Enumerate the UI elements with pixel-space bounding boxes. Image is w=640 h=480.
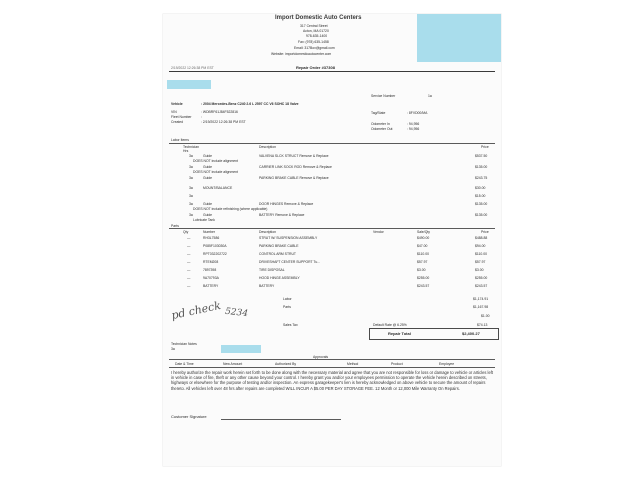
repair-order-number: Repair Order #37308 [296,65,335,70]
header-rule [169,71,495,72]
approvals-col-new-amount: New Amount [223,362,243,366]
parts-col-vendor: Vendor [373,230,384,234]
totals-fees-value: $1.00 [481,314,490,318]
labor-row-price: $30.00 [475,186,486,190]
totals-tax-detail-label: Default Rate @ 6.25% [373,323,407,327]
totals-parts-value: $1,167.98 [473,305,489,309]
parts-col-number: Number [203,230,216,234]
labor-row-desc: DOOR HINGES Remove & Replace [259,202,314,206]
parts-rule [169,228,495,229]
labor-row-tech: MOUNT/BALANCE [203,186,233,190]
parts-row-dash: — [187,236,191,240]
service-number-value: 1a [428,94,432,98]
parts-row-number: RH3L7586 [203,236,220,240]
totals-parts-label: Parts [283,305,291,309]
labor-row-price: $243.75 [475,176,488,180]
parts-row-number: 7897398 [203,268,217,272]
totals-labor-label: Labor [283,297,292,301]
labor-row-hrs: 3a [189,176,193,180]
labor-row-price: $135.00 [475,165,488,169]
labor-row-hrs: 3a [189,165,193,169]
totals-sales-tax-label: Sales Tax [283,323,298,327]
repair-total-value: $2,400.27 [462,331,480,336]
labor-row-price: $537.50 [475,154,488,158]
repair-total-label: Repair Total [388,331,411,336]
parts-row-number: RTEM208 [203,260,219,264]
totals-tax-value: $74.13 [477,323,488,327]
labor-row-desc: PARKING BRAKE CABLE Remove & Replace [259,176,329,180]
approvals-col-product: Product [391,362,403,366]
labor-row-price: $135.00 [475,213,488,217]
approvals-rule [169,359,495,360]
print-datetime: 2/19/2022 12:26:38 PM EST [171,66,214,70]
parts-row-price: $255.00 [475,276,488,280]
vin-value: : WDBRF61J84F522816 [201,110,238,114]
parts-row-sale: $3.00 [417,268,426,272]
company-fax: Fax: (978) 635-1458 [298,40,329,44]
parts-row-dash: — [187,268,191,272]
parts-row-price: $3.00 [475,268,484,272]
labor-row-tech: Guide [203,202,213,206]
parts-row-desc: HOOD HINGE ASSEMBLY [259,276,300,280]
service-number-label: Service Number [371,94,396,98]
fleet-label: Fleet Number [171,115,192,119]
approvals-bottom-rule [169,367,495,368]
parts-col-qty: Qty [183,230,189,234]
totals-labor-value: $1,174.91 [473,297,489,301]
approvals-col-employee: Employee [439,362,455,366]
company-address-line1: 317 Central Street [300,24,328,28]
parts-row-price: $94.00 [475,244,486,248]
customer-signature-label: Customer Signature [171,414,207,419]
parts-row-price: $488.88 [475,236,488,240]
fleet-value: : [201,115,202,119]
labor-row-hrs: 3a [189,202,193,206]
odometer-out-label: Odometer Out [371,127,393,131]
approvals-label: Approvals [313,355,329,359]
authorization-text: I hereby authorize the repair work herein set forth to be done along with the necessary material and agree that you are not responsible for loss or damage to vehicle or articles left in vehicle in case of fire, theft or any other cause beyond your control. I hereby grant you and/or your employees permission to operate the vehicle herein described on streets, highways or elsewhere for the purpose of testing and/or inspection. An express garagekeeper's lien is hereby acknowledged on above vehicle to secure the amount of repairs thereto. All vehicles left over 48 hrs after repairs are completed WILL INCUR A $5.00 PER DAY STORAGE FEE. 12 Month or 12,000 Mile Warranty On Repairs. [171,370,493,391]
vehicle-label: Vehicle [171,102,183,106]
parts-row-number: 9A70793A [203,276,219,280]
parts-row-sale: $490.00 [417,236,430,240]
labor-row-desc: CARRIER LINK SOCK ROD Remove & Replace [259,165,332,169]
technician-notes-value: 3a [171,347,175,351]
labor-rule [169,143,495,144]
parts-row-desc: PARKING BRAKE CABLE [259,244,299,248]
parts-row-dash: — [187,276,191,280]
parts-row-dash: — [187,252,191,256]
labor-row-desc: VALVENA SLCK STRUCT Remove & Replace [259,154,329,158]
parts-col-description: Description [259,230,276,234]
parts-col-sale: Sale/Qty [417,230,431,234]
tag-value: : 8FVD00/MA [407,111,428,115]
created-value: : 2/19/2022 12:26:38 PM EST [201,120,246,124]
parts-row-sale: $110.00 [417,252,430,256]
approvals-col-authorized: Authorized By [275,362,297,366]
handwritten-check-number: 5234 [224,306,249,320]
parts-row-sale: $243.57 [417,284,430,288]
vin-label: VIN [171,110,177,114]
redacted-tech [221,345,261,353]
parts-row-dash: — [187,244,191,248]
company-email: Email: 317Box@gmail.com [294,46,335,50]
tag-label: Tag/State [371,111,386,115]
parts-row-number: RPT032202722 [203,252,227,256]
labor-row-tech: Guide [203,154,213,158]
redacted-block [417,14,501,62]
company-name: Import Domestic Auto Centers [275,15,362,21]
signature-line [221,419,341,420]
labor-section-label: Labor Items [171,138,189,142]
parts-row-price: $110.00 [475,252,488,256]
repair-order-document [163,14,501,466]
labor-row-note: DOES NOT include alignment [193,159,238,163]
labor-row-desc: BATTERY Remove & Replace [259,213,305,217]
labor-row-hrs: 3a [189,186,193,190]
parts-col-price: Price [481,230,489,234]
labor-row-price: $135.00 [475,202,488,206]
odometer-in-value: : 94,956 [407,122,420,126]
labor-row-tech: Guide [203,213,213,217]
labor-row-price: $15.00 [475,194,486,198]
parts-row-desc: BATTERY [259,284,275,288]
parts-row-sale: $47.00 [417,244,428,248]
labor-row-note: DOES NOT include alignment [193,170,238,174]
repair-total-box [369,328,499,340]
labor-row-tech: Guide [203,165,213,169]
odometer-out-value: : 94,956 [407,127,420,131]
parts-row-desc: CONTROL ARM STRUT [259,252,296,256]
parts-row-price: $243.57 [475,284,488,288]
redacted-customer [167,80,211,89]
technician-notes-label: Technician Notes [171,342,197,346]
company-website: Website: importdomesticautocenter.com [271,52,332,56]
parts-section-label: Parts [171,224,179,228]
labor-col-price: Price [481,145,489,149]
labor-col-description: Description [259,145,276,149]
created-label: Created [171,120,184,124]
labor-col-hrs: Hrs [183,149,189,153]
labor-row-hrs: 3a [189,194,193,198]
parts-row-desc: TIRE DISPOSAL [259,268,285,272]
labor-row-note: DOES NOT include refinishing (where applicable) [193,207,268,211]
odometer-in-label: Odometer In [371,122,390,126]
labor-row-note: Lubricate Tank [193,218,215,222]
vehicle-value: : 2004 Mercedes-Benz C240 2.6 L 2597 CC V6 SOHC 18 Valve [201,102,299,106]
labor-row-hrs: 3a [189,213,193,217]
handwritten-note: pd check [170,298,222,323]
company-phone: 978-635-1400 [306,34,328,38]
parts-row-desc: DRIVESHAFT CENTER SUPPORT Tu... [259,260,321,264]
labor-row-tech: Guide [203,176,213,180]
parts-row-price: $57.97 [475,260,486,264]
labor-col-technician: Technician [183,145,200,149]
approvals-col-method: Method [347,362,359,366]
labor-row-tech: 3a [189,154,193,158]
approvals-col-date: Date & Time [175,362,194,366]
parts-row-dash: — [187,284,191,288]
parts-row-sale: $255.00 [417,276,430,280]
parts-row-number: BATTERY [203,284,219,288]
parts-row-sale: $57.97 [417,260,428,264]
parts-row-dash: — [187,260,191,264]
company-address-line2: Acton, MA 01720 [303,29,329,33]
parts-row-number: P085F103030A [203,244,227,248]
parts-row-desc: STRUT W/ SUSPENSION ASSEMBLY [259,236,318,240]
